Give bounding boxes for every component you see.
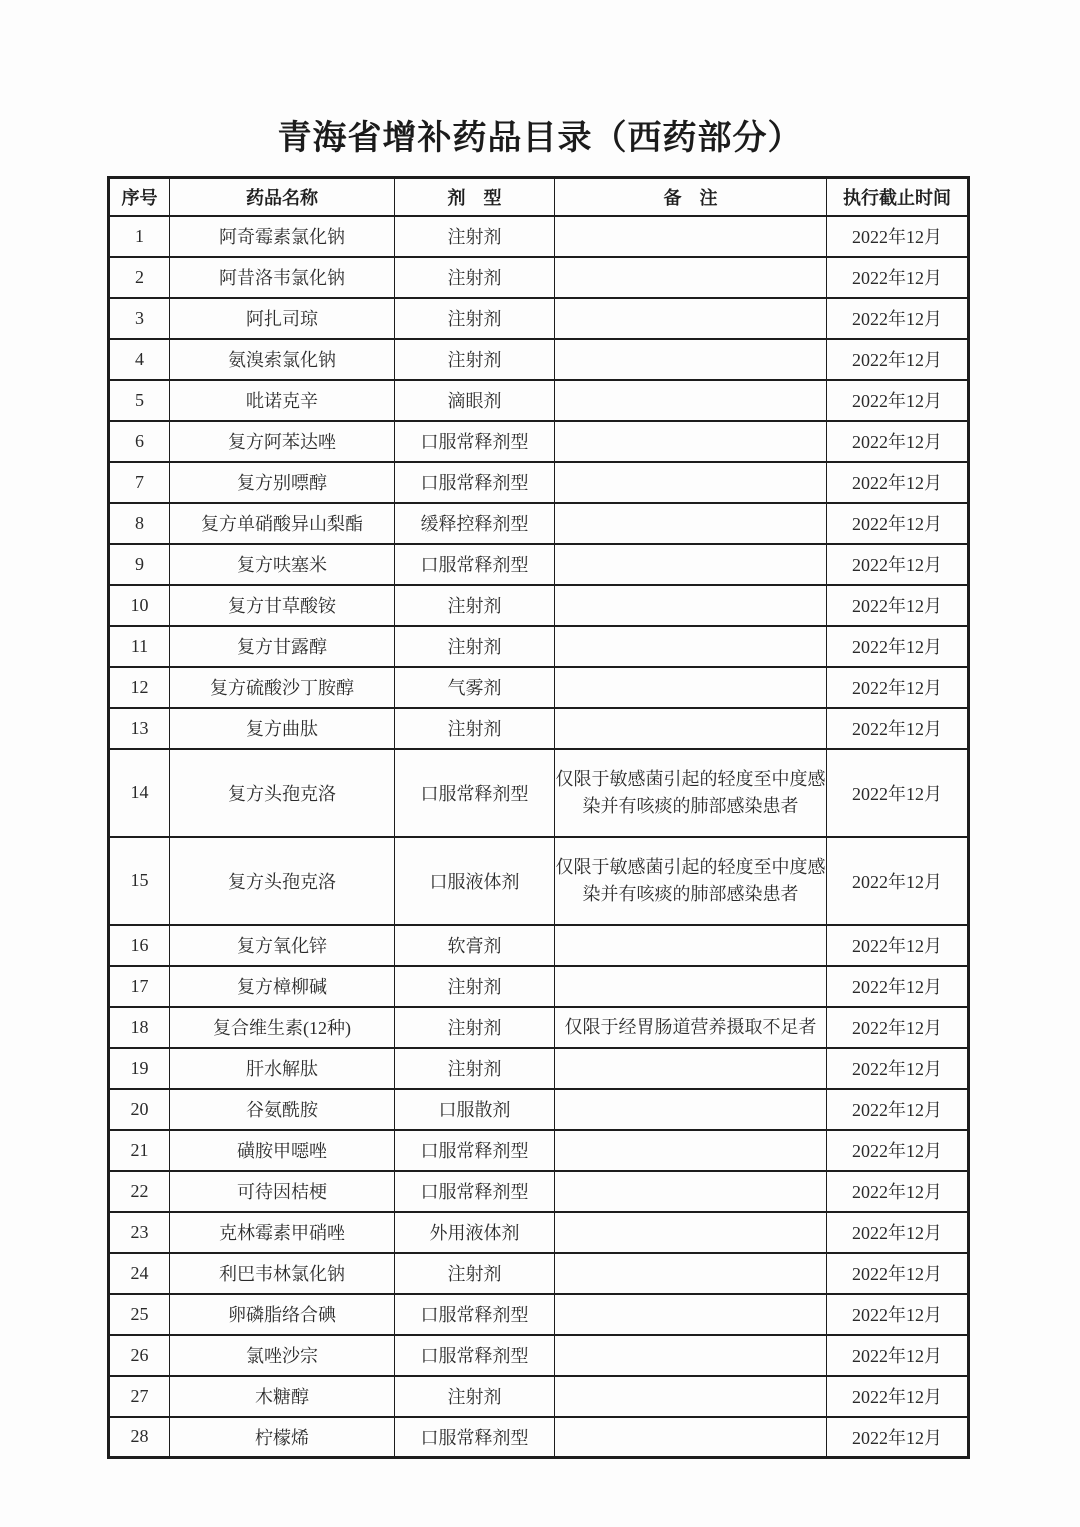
cell-remark [555, 216, 827, 257]
cell-remark [555, 1335, 827, 1376]
cell-serial-number: 22 [109, 1171, 170, 1212]
cell-remark [555, 380, 827, 421]
cell-deadline: 2022年12月 [827, 1294, 969, 1335]
table-row [109, 257, 969, 298]
cell-drug-name: 氯唑沙宗 [170, 1335, 395, 1376]
cell-serial-number: 8 [109, 503, 170, 544]
cell-remark [555, 626, 827, 667]
cell-serial-number: 20 [109, 1089, 170, 1130]
cell-deadline: 2022年12月 [827, 1007, 969, 1048]
cell-serial-number: 1 [109, 216, 170, 257]
cell-deadline: 2022年12月 [827, 503, 969, 544]
cell-deadline: 2022年12月 [827, 1417, 969, 1458]
table-row [109, 626, 969, 667]
cell-remark [555, 421, 827, 462]
cell-serial-number: 18 [109, 1007, 170, 1048]
cell-serial-number: 11 [109, 626, 170, 667]
header-deadline: 执行截止时间 [827, 178, 969, 216]
header-remark: 备 注 [555, 178, 827, 216]
table-row [109, 585, 969, 626]
cell-deadline: 2022年12月 [827, 298, 969, 339]
cell-serial-number: 28 [109, 1417, 170, 1458]
cell-drug-name: 阿昔洛韦氯化钠 [170, 257, 395, 298]
cell-deadline: 2022年12月 [827, 462, 969, 503]
cell-drug-name: 复方单硝酸异山梨酯 [170, 503, 395, 544]
cell-deadline: 2022年12月 [827, 626, 969, 667]
cell-drug-name: 吡诺克辛 [170, 380, 395, 421]
cell-dosage-form: 口服常释剂型 [395, 462, 555, 503]
cell-dosage-form: 口服常释剂型 [395, 1130, 555, 1171]
cell-deadline: 2022年12月 [827, 1089, 969, 1130]
cell-serial-number: 6 [109, 421, 170, 462]
cell-dosage-form: 注射剂 [395, 1253, 555, 1294]
cell-dosage-form: 口服散剂 [395, 1089, 555, 1130]
cell-deadline: 2022年12月 [827, 925, 969, 966]
cell-dosage-form: 口服常释剂型 [395, 1417, 555, 1458]
cell-drug-name: 复方硫酸沙丁胺醇 [170, 667, 395, 708]
cell-deadline: 2022年12月 [827, 966, 969, 1007]
cell-drug-name: 复方别嘌醇 [170, 462, 395, 503]
cell-remark [555, 1294, 827, 1335]
table-row [109, 837, 969, 925]
cell-remark [555, 1212, 827, 1253]
cell-drug-name: 利巴韦林氯化钠 [170, 1253, 395, 1294]
cell-dosage-form: 外用液体剂 [395, 1212, 555, 1253]
cell-dosage-form: 注射剂 [395, 339, 555, 380]
cell-remark [555, 1048, 827, 1089]
cell-deadline: 2022年12月 [827, 708, 969, 749]
table-row [109, 749, 969, 837]
cell-remark [555, 544, 827, 585]
cell-dosage-form: 注射剂 [395, 216, 555, 257]
cell-dosage-form: 注射剂 [395, 1376, 555, 1417]
cell-remark [555, 1417, 827, 1458]
cell-serial-number: 19 [109, 1048, 170, 1089]
cell-drug-name: 复方呋塞米 [170, 544, 395, 585]
cell-deadline: 2022年12月 [827, 1335, 969, 1376]
cell-drug-name: 复方甘草酸铵 [170, 585, 395, 626]
cell-drug-name: 复合维生素(12种) [170, 1007, 395, 1048]
cell-drug-name: 氨溴索氯化钠 [170, 339, 395, 380]
table-row [109, 1335, 969, 1376]
header-row [109, 178, 969, 216]
cell-deadline: 2022年12月 [827, 380, 969, 421]
cell-drug-name: 谷氨酰胺 [170, 1089, 395, 1130]
page-title: 青海省增补药品目录（西药部分） [277, 120, 803, 157]
cell-remark [555, 1171, 827, 1212]
cell-dosage-form: 口服常释剂型 [395, 1171, 555, 1212]
table-header [109, 178, 969, 216]
cell-dosage-form: 注射剂 [395, 708, 555, 749]
cell-drug-name: 复方氧化锌 [170, 925, 395, 966]
cell-remark [555, 503, 827, 544]
cell-serial-number: 25 [109, 1294, 170, 1335]
cell-drug-name: 复方头孢克洛 [170, 749, 395, 837]
cell-serial-number: 17 [109, 966, 170, 1007]
header-serial-number: 序号 [109, 178, 170, 216]
cell-drug-name: 阿扎司琼 [170, 298, 395, 339]
cell-remark [555, 966, 827, 1007]
cell-deadline: 2022年12月 [827, 421, 969, 462]
cell-drug-name: 木糖醇 [170, 1376, 395, 1417]
cell-remark [555, 667, 827, 708]
table-body [109, 216, 969, 1458]
cell-drug-name: 复方曲肽 [170, 708, 395, 749]
cell-deadline: 2022年12月 [827, 1048, 969, 1089]
cell-drug-name: 肝水解肽 [170, 1048, 395, 1089]
cell-deadline: 2022年12月 [827, 1130, 969, 1171]
cell-dosage-form: 口服常释剂型 [395, 1294, 555, 1335]
cell-dosage-form: 注射剂 [395, 966, 555, 1007]
cell-drug-name: 复方甘露醇 [170, 626, 395, 667]
header-drug-name: 药品名称 [170, 178, 395, 216]
cell-deadline: 2022年12月 [827, 667, 969, 708]
table-row [109, 421, 969, 462]
cell-deadline: 2022年12月 [827, 837, 969, 925]
cell-dosage-form: 口服常释剂型 [395, 1335, 555, 1376]
cell-deadline: 2022年12月 [827, 216, 969, 257]
cell-dosage-form: 注射剂 [395, 626, 555, 667]
table-row [109, 1294, 969, 1335]
cell-remark: 仅限于敏感菌引起的轻度至中度感染并有咳痰的肺部感染患者 [555, 837, 827, 925]
cell-serial-number: 2 [109, 257, 170, 298]
cell-remark [555, 1253, 827, 1294]
cell-remark [555, 462, 827, 503]
table-row [109, 544, 969, 585]
cell-serial-number: 4 [109, 339, 170, 380]
cell-deadline: 2022年12月 [827, 1212, 969, 1253]
table-row [109, 1048, 969, 1089]
cell-remark [555, 1130, 827, 1171]
cell-remark [555, 257, 827, 298]
cell-remark: 仅限于敏感菌引起的轻度至中度感染并有咳痰的肺部感染患者 [555, 749, 827, 837]
table-row [109, 708, 969, 749]
table-row [109, 1212, 969, 1253]
table-row [109, 1007, 969, 1048]
cell-dosage-form: 注射剂 [395, 1007, 555, 1048]
cell-drug-name: 卵磷脂络合碘 [170, 1294, 395, 1335]
cell-serial-number: 13 [109, 708, 170, 749]
cell-serial-number: 3 [109, 298, 170, 339]
cell-serial-number: 5 [109, 380, 170, 421]
header-dosage-form: 剂 型 [395, 178, 555, 216]
table-row [109, 339, 969, 380]
table-row [109, 380, 969, 421]
cell-drug-name: 复方樟柳碱 [170, 966, 395, 1007]
cell-drug-name: 阿奇霉素氯化钠 [170, 216, 395, 257]
cell-serial-number: 14 [109, 749, 170, 837]
cell-serial-number: 24 [109, 1253, 170, 1294]
cell-serial-number: 16 [109, 925, 170, 966]
table-row [109, 925, 969, 966]
table-row [109, 298, 969, 339]
cell-serial-number: 7 [109, 462, 170, 503]
cell-serial-number: 21 [109, 1130, 170, 1171]
cell-deadline: 2022年12月 [827, 1376, 969, 1417]
cell-remark [555, 339, 827, 380]
cell-dosage-form: 口服常释剂型 [395, 421, 555, 462]
cell-remark [555, 298, 827, 339]
cell-drug-name: 复方阿苯达唑 [170, 421, 395, 462]
cell-drug-name: 复方头孢克洛 [170, 837, 395, 925]
cell-deadline: 2022年12月 [827, 1171, 969, 1212]
cell-deadline: 2022年12月 [827, 749, 969, 837]
table-row [109, 462, 969, 503]
cell-remark [555, 925, 827, 966]
cell-deadline: 2022年12月 [827, 339, 969, 380]
cell-deadline: 2022年12月 [827, 585, 969, 626]
table-row [109, 1089, 969, 1130]
cell-dosage-form: 口服液体剂 [395, 837, 555, 925]
cell-dosage-form: 注射剂 [395, 298, 555, 339]
cell-serial-number: 23 [109, 1212, 170, 1253]
table-row [109, 1417, 969, 1458]
cell-drug-name: 柠檬烯 [170, 1417, 395, 1458]
table-row [109, 503, 969, 544]
cell-deadline: 2022年12月 [827, 1253, 969, 1294]
cell-serial-number: 9 [109, 544, 170, 585]
cell-serial-number: 10 [109, 585, 170, 626]
cell-remark [555, 1089, 827, 1130]
drug-table [107, 176, 970, 1459]
cell-dosage-form: 注射剂 [395, 585, 555, 626]
table-row [109, 216, 969, 257]
cell-serial-number: 26 [109, 1335, 170, 1376]
cell-deadline: 2022年12月 [827, 544, 969, 585]
table-row [109, 966, 969, 1007]
cell-remark: 仅限于经胃肠道营养摄取不足者 [555, 1007, 827, 1048]
cell-deadline: 2022年12月 [827, 257, 969, 298]
cell-remark [555, 1376, 827, 1417]
cell-dosage-form: 注射剂 [395, 257, 555, 298]
cell-serial-number: 12 [109, 667, 170, 708]
table-row [109, 1130, 969, 1171]
cell-serial-number: 27 [109, 1376, 170, 1417]
table-row [109, 1171, 969, 1212]
table-row [109, 1376, 969, 1417]
cell-dosage-form: 气雾剂 [395, 667, 555, 708]
cell-dosage-form: 软膏剂 [395, 925, 555, 966]
table-row [109, 667, 969, 708]
cell-remark [555, 585, 827, 626]
cell-dosage-form: 缓释控释剂型 [395, 503, 555, 544]
cell-drug-name: 克林霉素甲硝唑 [170, 1212, 395, 1253]
cell-serial-number: 15 [109, 837, 170, 925]
cell-dosage-form: 注射剂 [395, 1048, 555, 1089]
cell-remark [555, 708, 827, 749]
cell-dosage-form: 口服常释剂型 [395, 544, 555, 585]
table-row [109, 1253, 969, 1294]
cell-drug-name: 磺胺甲噁唑 [170, 1130, 395, 1171]
cell-dosage-form: 口服常释剂型 [395, 749, 555, 837]
cell-dosage-form: 滴眼剂 [395, 380, 555, 421]
cell-drug-name: 可待因桔梗 [170, 1171, 395, 1212]
